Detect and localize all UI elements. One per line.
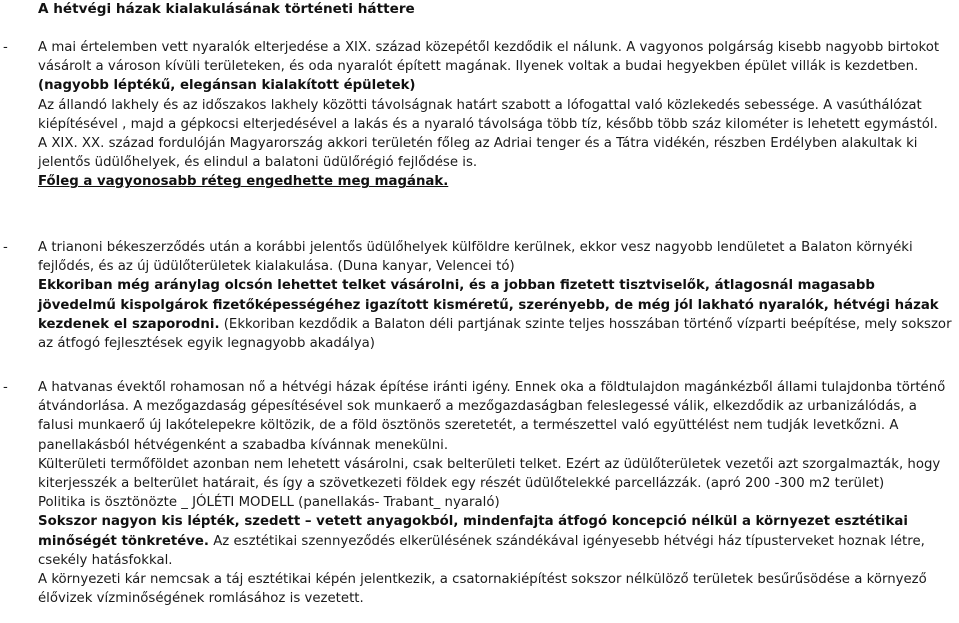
paragraph-text: (Ekkoriban kezdődik a Balaton déli partjának szinte teljes hosszában történő vízparti beépítése, mely sokszor az átfogó fejlesztések egyik legnagyobb akadálya) bbox=[38, 316, 952, 352]
underlined-highlight: Főleg a vagyonosabb réteg engedhette meg magának. bbox=[38, 174, 449, 190]
bold-note: (nagyobb léptékű, elegánsan kialakított épületek) bbox=[38, 78, 416, 94]
bold-statement: Sokszor nagyon kis lépték, szedett – vetett anyagokból, mindenfajta átfogó koncepció nélkül a környezet esztétikai minőségét tönkretéve. bbox=[38, 514, 908, 549]
section-history-1800s bbox=[38, 38, 955, 192]
paragraph: A XIX. XX. század fordulóján Magyarország akkori területén főleg az Adriai tenger és a Tátra vidékén, részben Erdélyben alakultak ki jelentős üdülőhelyek, és elindul a balatoni üdülőrégió fejlődése is. bbox=[38, 136, 918, 171]
paragraph: Külterületi termőföldet azonban nem lehetett vásárolni, csak belterületi telket. Ezért az üdülőterületek vezetői azt szorgalmazták, hogy kiterjesszék a belterület határait, és így a szövetkezeti földek egy részét üdülőtelekké parcellázzák. (apró 200 -300 m2 terület) bbox=[38, 456, 941, 492]
bold-statement: Ekkoriban még aránylag olcsón lehettet telket vásárolni, és a jobban fizetett tisztviselők, átlagosnál magasabb jövedelmű kispolgárok fizetőképességéhez igazított kisméretű, szerényebb, de még jól lakható nyaralók, hétvégi házak kezdenek el szaporodni. bbox=[38, 278, 939, 332]
paragraph: A hatvanas évektől rohamosan nő a hétvégi házak építése iránti igény. Ennek oka a földtulajdon magánkézből állami tulajdonba történő átvándorlása. A mezőgazdaság gépesítésével sok munkaerő a mezőgazdaságban feleslegessé válik, elkezdődik az urbanizálódás, a falusi munkaerő új lakótelepekre költözik, de a föld ösztönös szeretetét, a természettel való együttélést nem tudják levetkőzni. A panellakásból hétvégenként a szabadba kívánnak menekülni. bbox=[38, 380, 946, 453]
paragraph-text: Az esztétikai szennyeződés elkerülésének szándékával igényesebb hétvégi ház típusterveket hoznak létre, csekély hatásfokkal. bbox=[38, 533, 925, 568]
list-dash: - bbox=[3, 40, 8, 55]
paragraph bbox=[38, 512, 955, 570]
paragraph: Az állandó lakhely és az időszakos lakhely közötti távolságnak határt szabott a lófogattal való közlekedés sebessége. A vasúthálózat kiépítésével , majd a gépkocsi elterjedésével a lakás és a nyaraló távolsága több tíz, később több száz kilométer is lehetett egymástól. bbox=[38, 97, 938, 132]
section-trianon bbox=[38, 238, 955, 353]
paragraph: A környezeti kár nemcsak a táj esztétikai képén jelentkezik, a csatornakiépítést sokszor nélkülöző területek besűrűsödése a környező élővizek vízminőségének romlásához is vezetett. bbox=[38, 572, 927, 607]
paragraph: A trianoni békeszerződés után a korábbi jelentős üdülőhelyek külföldre kerülnek, ekkor vesz nagyobb lendületet a Balaton környéki fejlődés, és az új üdülőterületek kialakulása. (Duna kanyar, Velencei tó) bbox=[38, 240, 913, 275]
section-sixties bbox=[38, 378, 955, 608]
page-title: A hétvégi házak kialakulásának történeti háttere bbox=[38, 1, 415, 17]
list-dash: - bbox=[3, 240, 8, 255]
paragraph-text: A mai értelemben vett nyaralók elterjedése a XIX. század közepétől kezdődik el nálunk. A vagyonos polgárság kisebb nagyobb birtokot vásárolt a városon kívüli területeken, és oda nyaralót épített magának. Ilyenek voltak a budai hegyekben épület villák is kezdetben. bbox=[38, 40, 940, 75]
list-dash: - bbox=[3, 380, 8, 395]
paragraph bbox=[38, 38, 955, 96]
paragraph bbox=[38, 276, 955, 353]
paragraph: Politika is ösztönözte _ JÓLÉTI MODELL (panellakás- Trabant_ nyaraló) bbox=[38, 495, 500, 511]
